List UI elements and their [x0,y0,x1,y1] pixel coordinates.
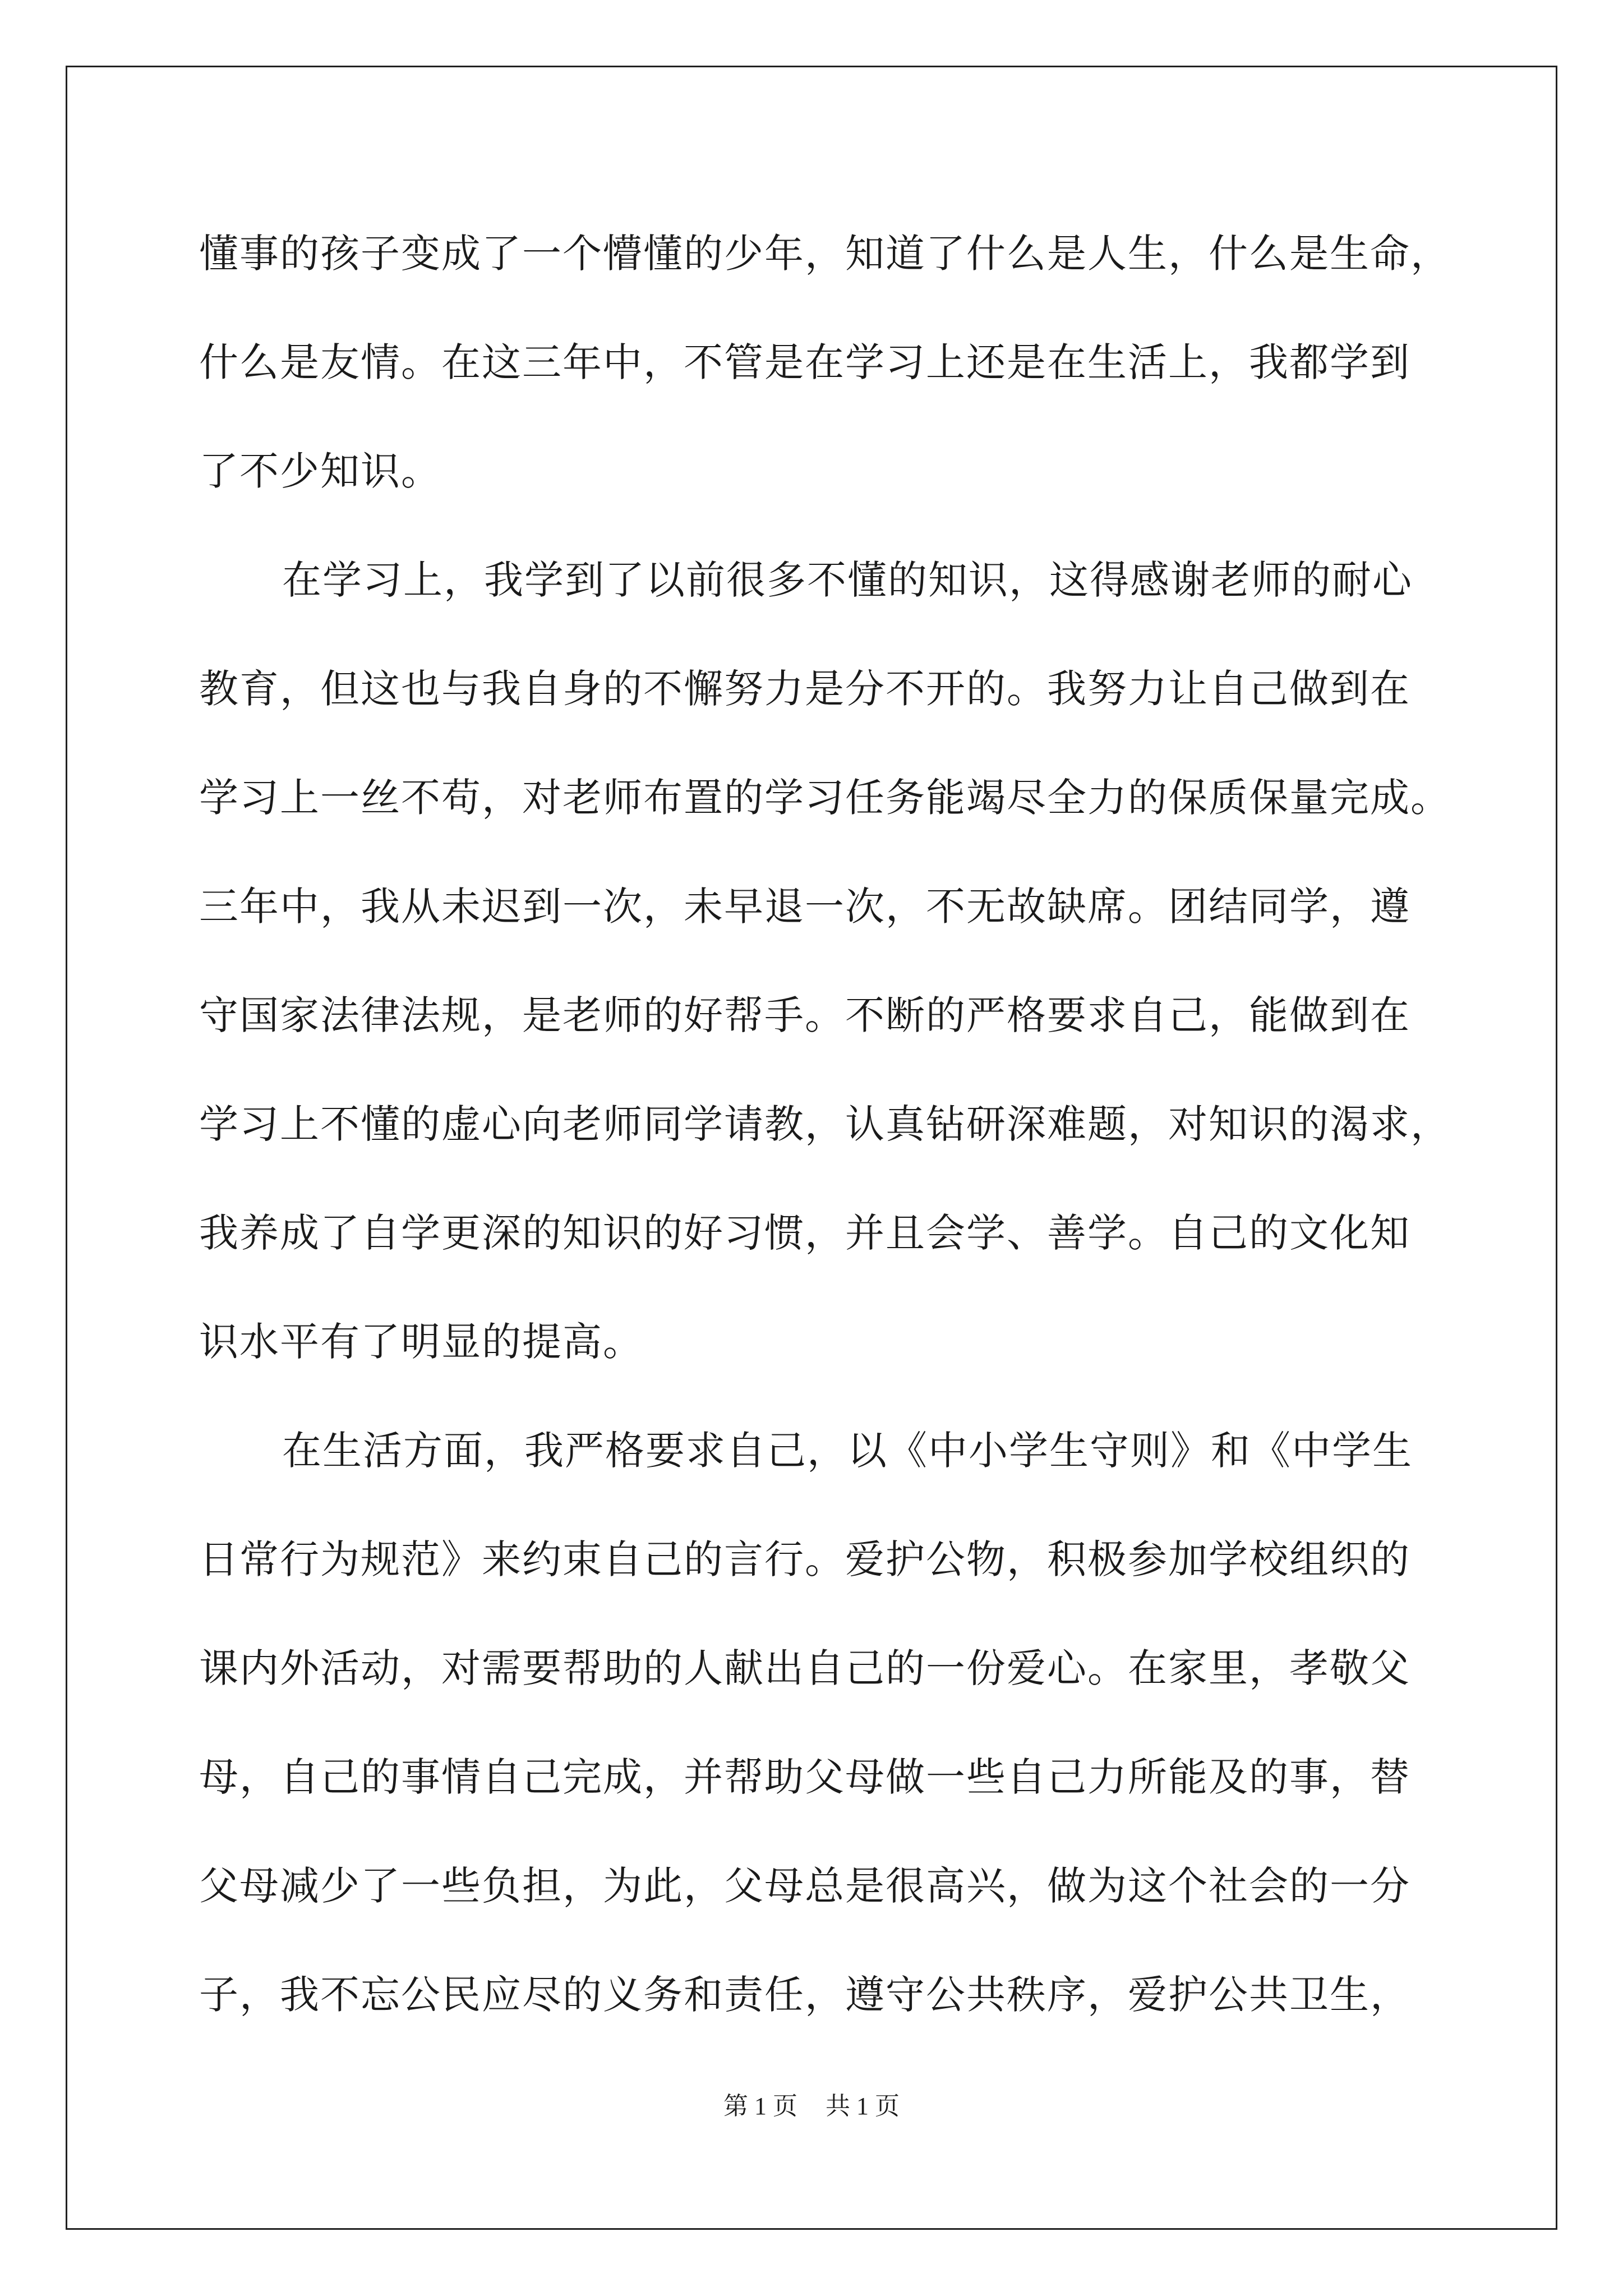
text-line: 识水平有了明显的提高。 [199,1319,643,1365]
page-total: 共 1 页 [826,2092,900,2120]
text-line: 懂事的孩子变成了一个懵懂的少年，知道了什么是人生，什么是生命， [199,231,1451,277]
text-line: 日常行为规范》来约束自己的言行。爱护公物，积极参加学校组织的 [199,1536,1410,1582]
text-line: 守国家法律法规，是老师的好帮手。不断的严格要求自己，能做到在 [199,992,1410,1038]
paragraph-start-line: 在生活方面，我严格要求自己，以《中小学生守则》和《中学生 [282,1428,1413,1474]
page-footer [0,2090,1623,2123]
page-number: 第 1 页 [723,2092,797,2120]
text-line: 什么是友情。在这三年中，不管是在学习上还是在生活上，我都学到 [199,339,1410,385]
document-body [199,199,1467,2049]
text-line: 我养成了自学更深的知识的好习惯，并且会学、善学。自己的文化知 [199,1210,1410,1256]
text-line: 三年中，我从未迟到一次，未早退一次，不无故缺席。团结同学，遵 [199,884,1410,930]
paragraph-start-line: 在学习上，我学到了以前很多不懂的知识，这得感谢老师的耐心 [282,557,1413,603]
text-line: 课内外活动，对需要帮助的人献出自己的一份爱心。在家里，孝敬父 [199,1645,1410,1691]
text-line: 父母减少了一些负担，为此，父母总是很高兴，做为这个社会的一分 [199,1863,1410,1909]
text-line: 了不少知识。 [199,448,441,494]
text-line: 子，我不忘公民应尽的义务和责任，遵守公共秩序，爱护公共卫生， [199,1972,1410,2018]
text-line: 学习上一丝不苟，对老师布置的学习任务能竭尽全力的保质保量完成。 [199,775,1451,821]
text-line: 教育，但这也与我自身的不懈努力是分不开的。我努力让自己做到在 [199,666,1410,712]
text-line: 学习上不懂的虚心向老师同学请教，认真钻研深难题，对知识的渴求， [199,1101,1451,1147]
text-line: 母，自己的事情自己完成，并帮助父母做一些自己力所能及的事，替 [199,1754,1410,1800]
